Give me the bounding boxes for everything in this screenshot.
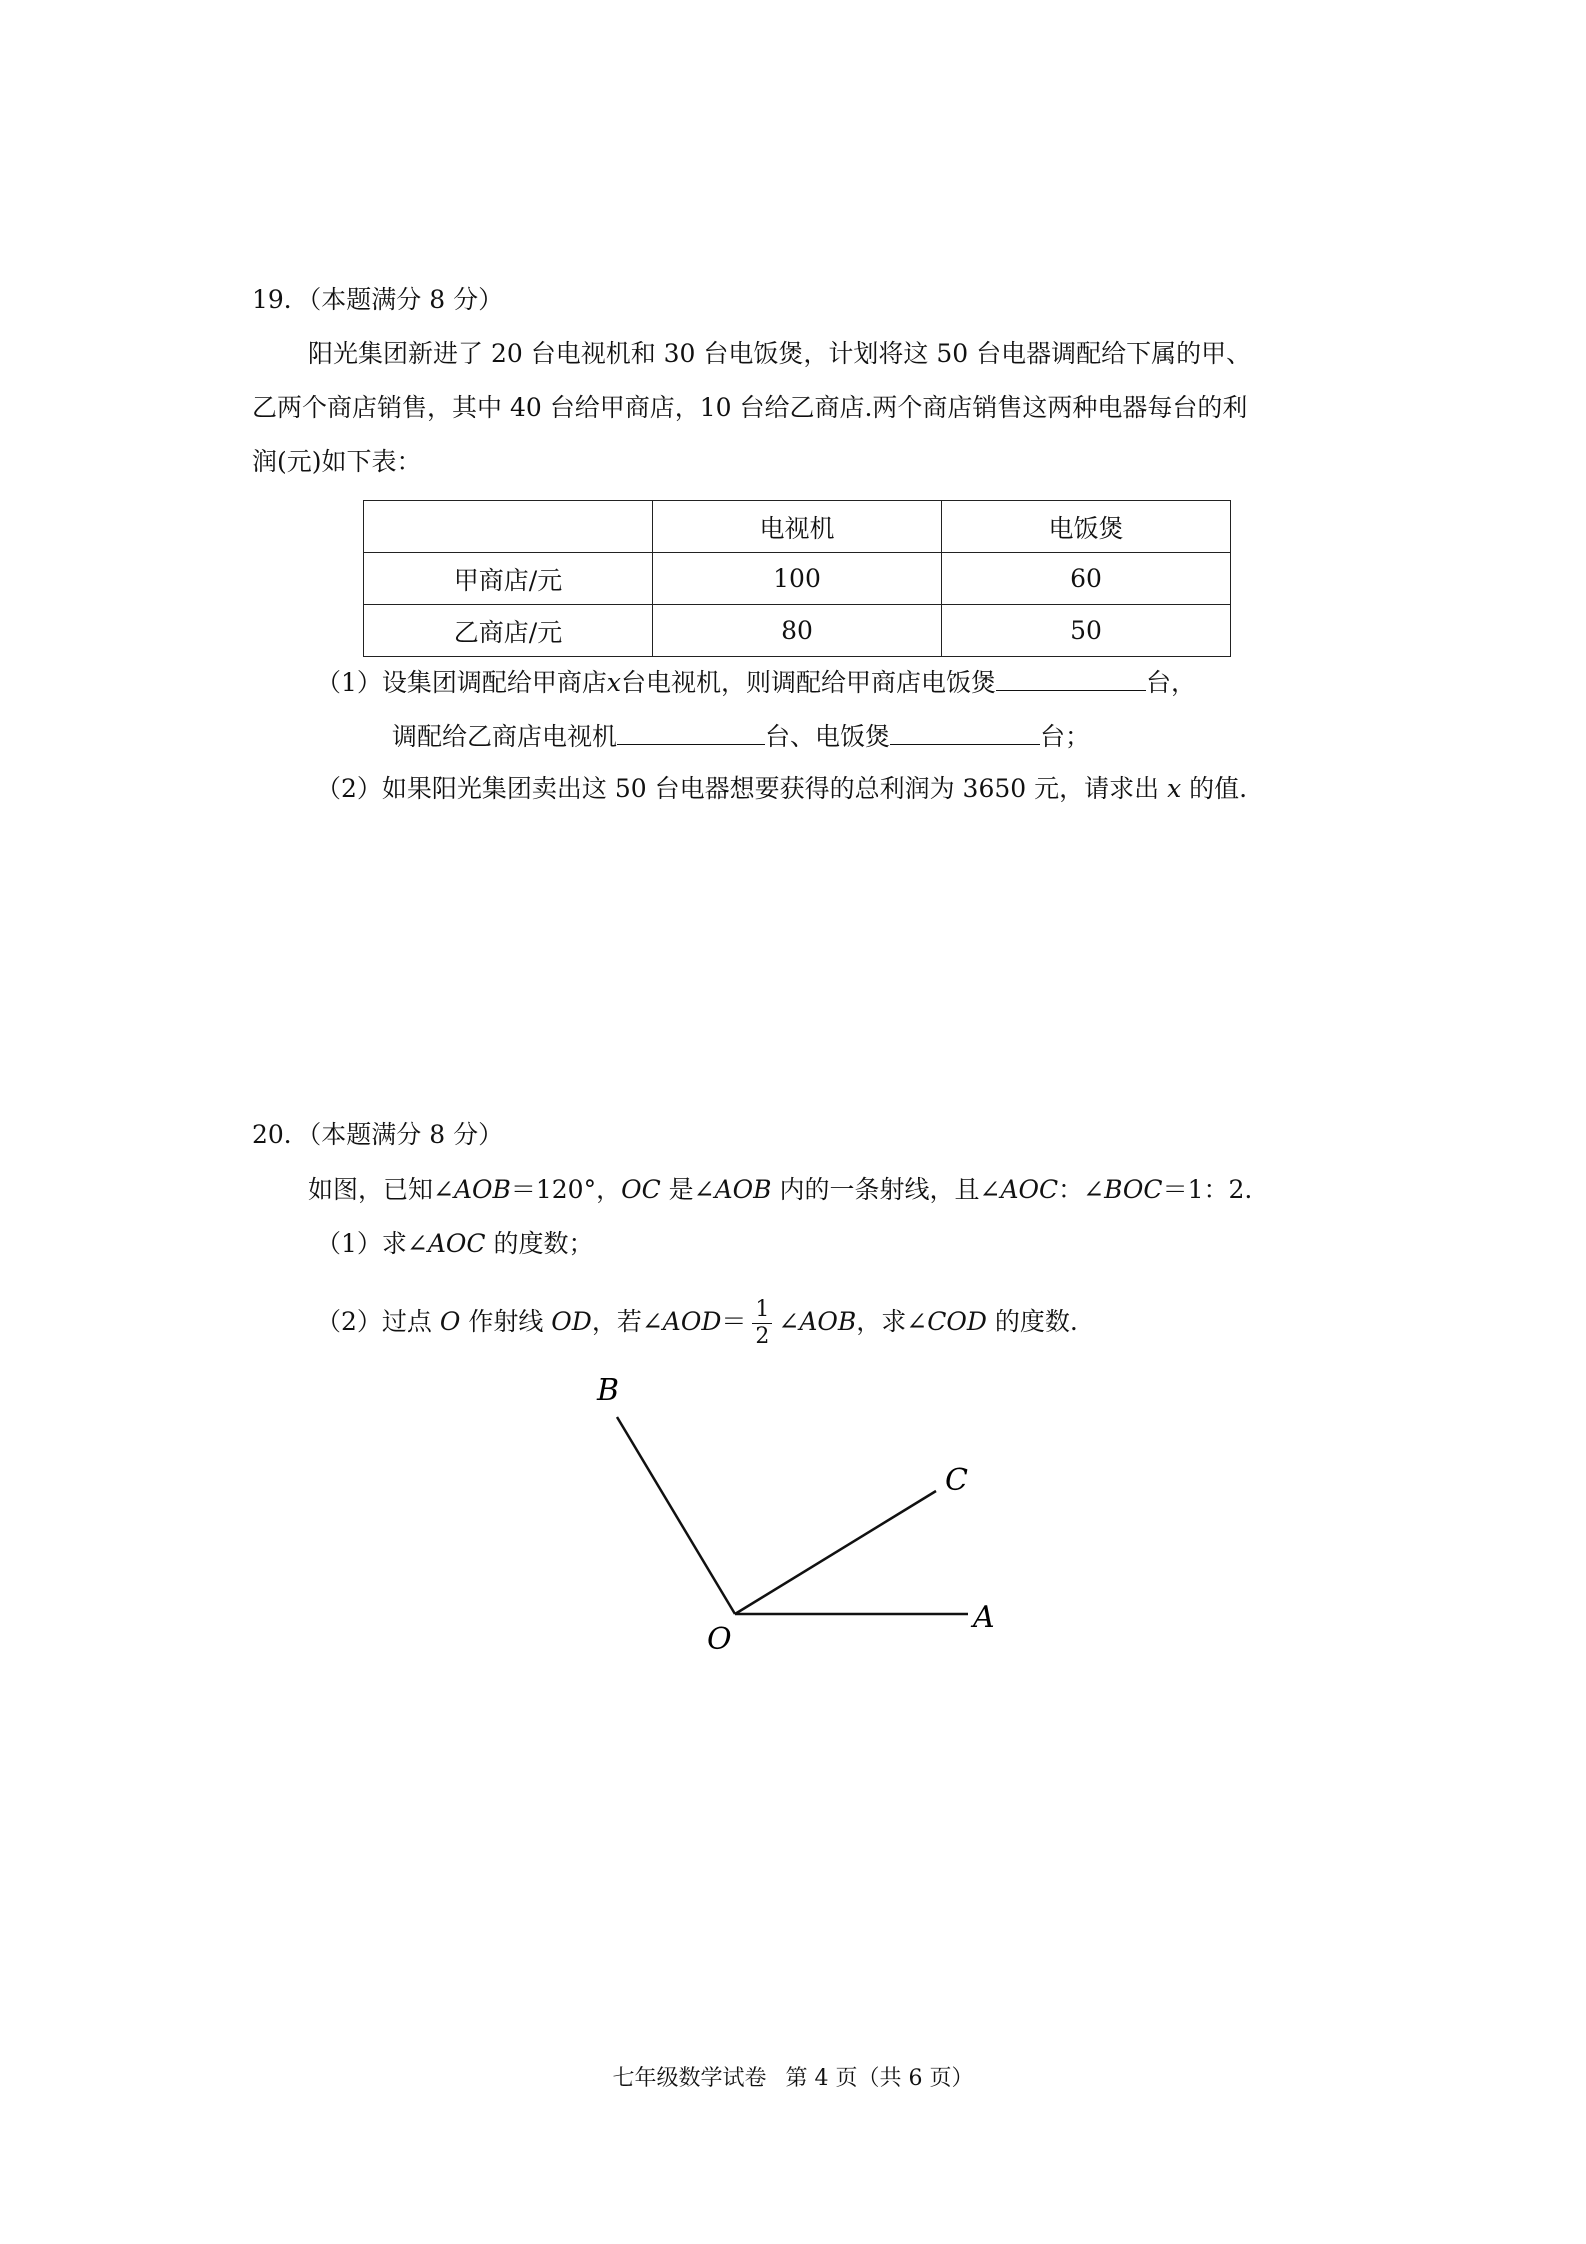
q19-intro-line3: 润(元)如下表：: [252, 447, 422, 476]
table-cell: 甲商店/元: [364, 553, 653, 605]
answer-blank[interactable]: [996, 664, 1146, 691]
q20-intro-text: 如图，已知∠: [308, 1175, 454, 1204]
q19-part2: [316, 772, 1247, 806]
ray-name: OC: [621, 1175, 661, 1204]
q20-intro-text: 是∠: [668, 1175, 715, 1204]
fraction-one-half: [752, 1297, 772, 1350]
q19-part2-text: （2）如果阳光集团卖出这 50 台电器想要获得的总利润为 3650 元，请求出: [316, 774, 1160, 803]
footer-page-number: 第 4 页（共 6 页）: [785, 2066, 974, 2091]
q20-part2-text: ＝: [721, 1307, 747, 1336]
table-cell: 60: [942, 553, 1231, 605]
table-cell: 乙商店/元: [364, 605, 653, 657]
q19-intro-line1: 阳光集团新进了 20 台电视机和 30 台电饭煲，计划将这 50 台电器调配给下属的甲、: [308, 339, 1252, 368]
q20-header: 20．（本题满分 8 分）: [252, 1120, 504, 1149]
q19-part1-text: 台电视机，则调配给甲商店电饭煲: [621, 668, 997, 697]
variable-x: x: [606, 668, 622, 697]
angle-name: BOC: [1104, 1175, 1163, 1204]
angle-name: AOB: [799, 1307, 857, 1336]
ray-ob: [617, 1417, 735, 1614]
q19-part1-text: （1）设集团调配给甲商店: [316, 668, 607, 697]
label-b: B: [597, 1373, 620, 1408]
q19-part2-text: 的值.: [1189, 774, 1248, 803]
fraction-numerator: 1: [752, 1297, 772, 1324]
angle-name: AOB: [453, 1175, 511, 1204]
q19-intro-line2: 乙两个商店销售，其中 40 台给甲商店，10 台给乙商店.两个商店销售这两种电器每台的利: [252, 393, 1248, 422]
q20-part2-text: ，若∠: [591, 1307, 663, 1336]
q19-part1-text: 调配给乙商店电视机: [392, 722, 618, 751]
fraction-denominator: 2: [755, 1324, 770, 1349]
ray-oc: [735, 1491, 936, 1614]
q20-part2: [316, 1292, 1078, 1352]
angle-name: AOC: [1000, 1175, 1059, 1204]
table-cell: 50: [942, 605, 1231, 657]
q19-part1-text: 台；: [1040, 722, 1091, 751]
q19-header: 19．（本题满分 8 分）: [252, 285, 504, 314]
table-header-cell: 电饭煲: [942, 501, 1231, 553]
table-header-row: [364, 501, 1231, 553]
angle-name: AOB: [714, 1175, 772, 1204]
angle-name: COD: [927, 1307, 987, 1336]
q20-part1: [316, 1227, 594, 1261]
q20-part2-text: ，求∠: [856, 1307, 928, 1336]
q20-intro-text: ：∠: [1058, 1175, 1105, 1204]
page-footer: [0, 2061, 1586, 2092]
table-row: [364, 605, 1231, 657]
q20-part2-text: （2）过点: [316, 1307, 432, 1336]
table-cell: 100: [653, 553, 942, 605]
q20-intro-text: 内的一条射线，且∠: [779, 1175, 1001, 1204]
table-header-cell: [364, 501, 653, 553]
q20-part1-text: （1）求∠: [316, 1229, 428, 1258]
q20-intro-text: ＝1：2.: [1162, 1175, 1253, 1204]
label-a: A: [973, 1600, 995, 1635]
angle-figure: [560, 1355, 1020, 1675]
profit-table: [363, 500, 1231, 657]
ray-name: OD: [551, 1307, 592, 1336]
q20-intro-text: ＝120°，: [510, 1175, 622, 1204]
label-o: O: [707, 1622, 732, 1657]
angle-name: AOC: [427, 1229, 486, 1258]
q20-part2-text: 作射线: [468, 1307, 544, 1336]
q20-part2-text: 的度数.: [994, 1307, 1078, 1336]
point-name: O: [439, 1307, 461, 1336]
q19-part1-text: 台，: [1146, 668, 1197, 697]
answer-blank[interactable]: [617, 718, 765, 745]
answer-blank[interactable]: [890, 718, 1040, 745]
q19-part1-text: 台、电饭煲: [765, 722, 891, 751]
table-cell: 80: [653, 605, 942, 657]
label-c: C: [945, 1463, 968, 1498]
angle-name: AOD: [662, 1307, 722, 1336]
table-header-cell: 电视机: [653, 501, 942, 553]
q19-part1-line1: [316, 664, 1196, 700]
variable-x: x: [1167, 774, 1182, 803]
q20-part1-text: 的度数；: [493, 1229, 594, 1258]
q20-intro: [308, 1173, 1252, 1207]
table-row: [364, 553, 1231, 605]
q19-part1-line2: [392, 718, 1090, 754]
q20-part2-text: ∠: [778, 1307, 800, 1336]
footer-title: 七年级数学试卷: [612, 2066, 767, 2091]
